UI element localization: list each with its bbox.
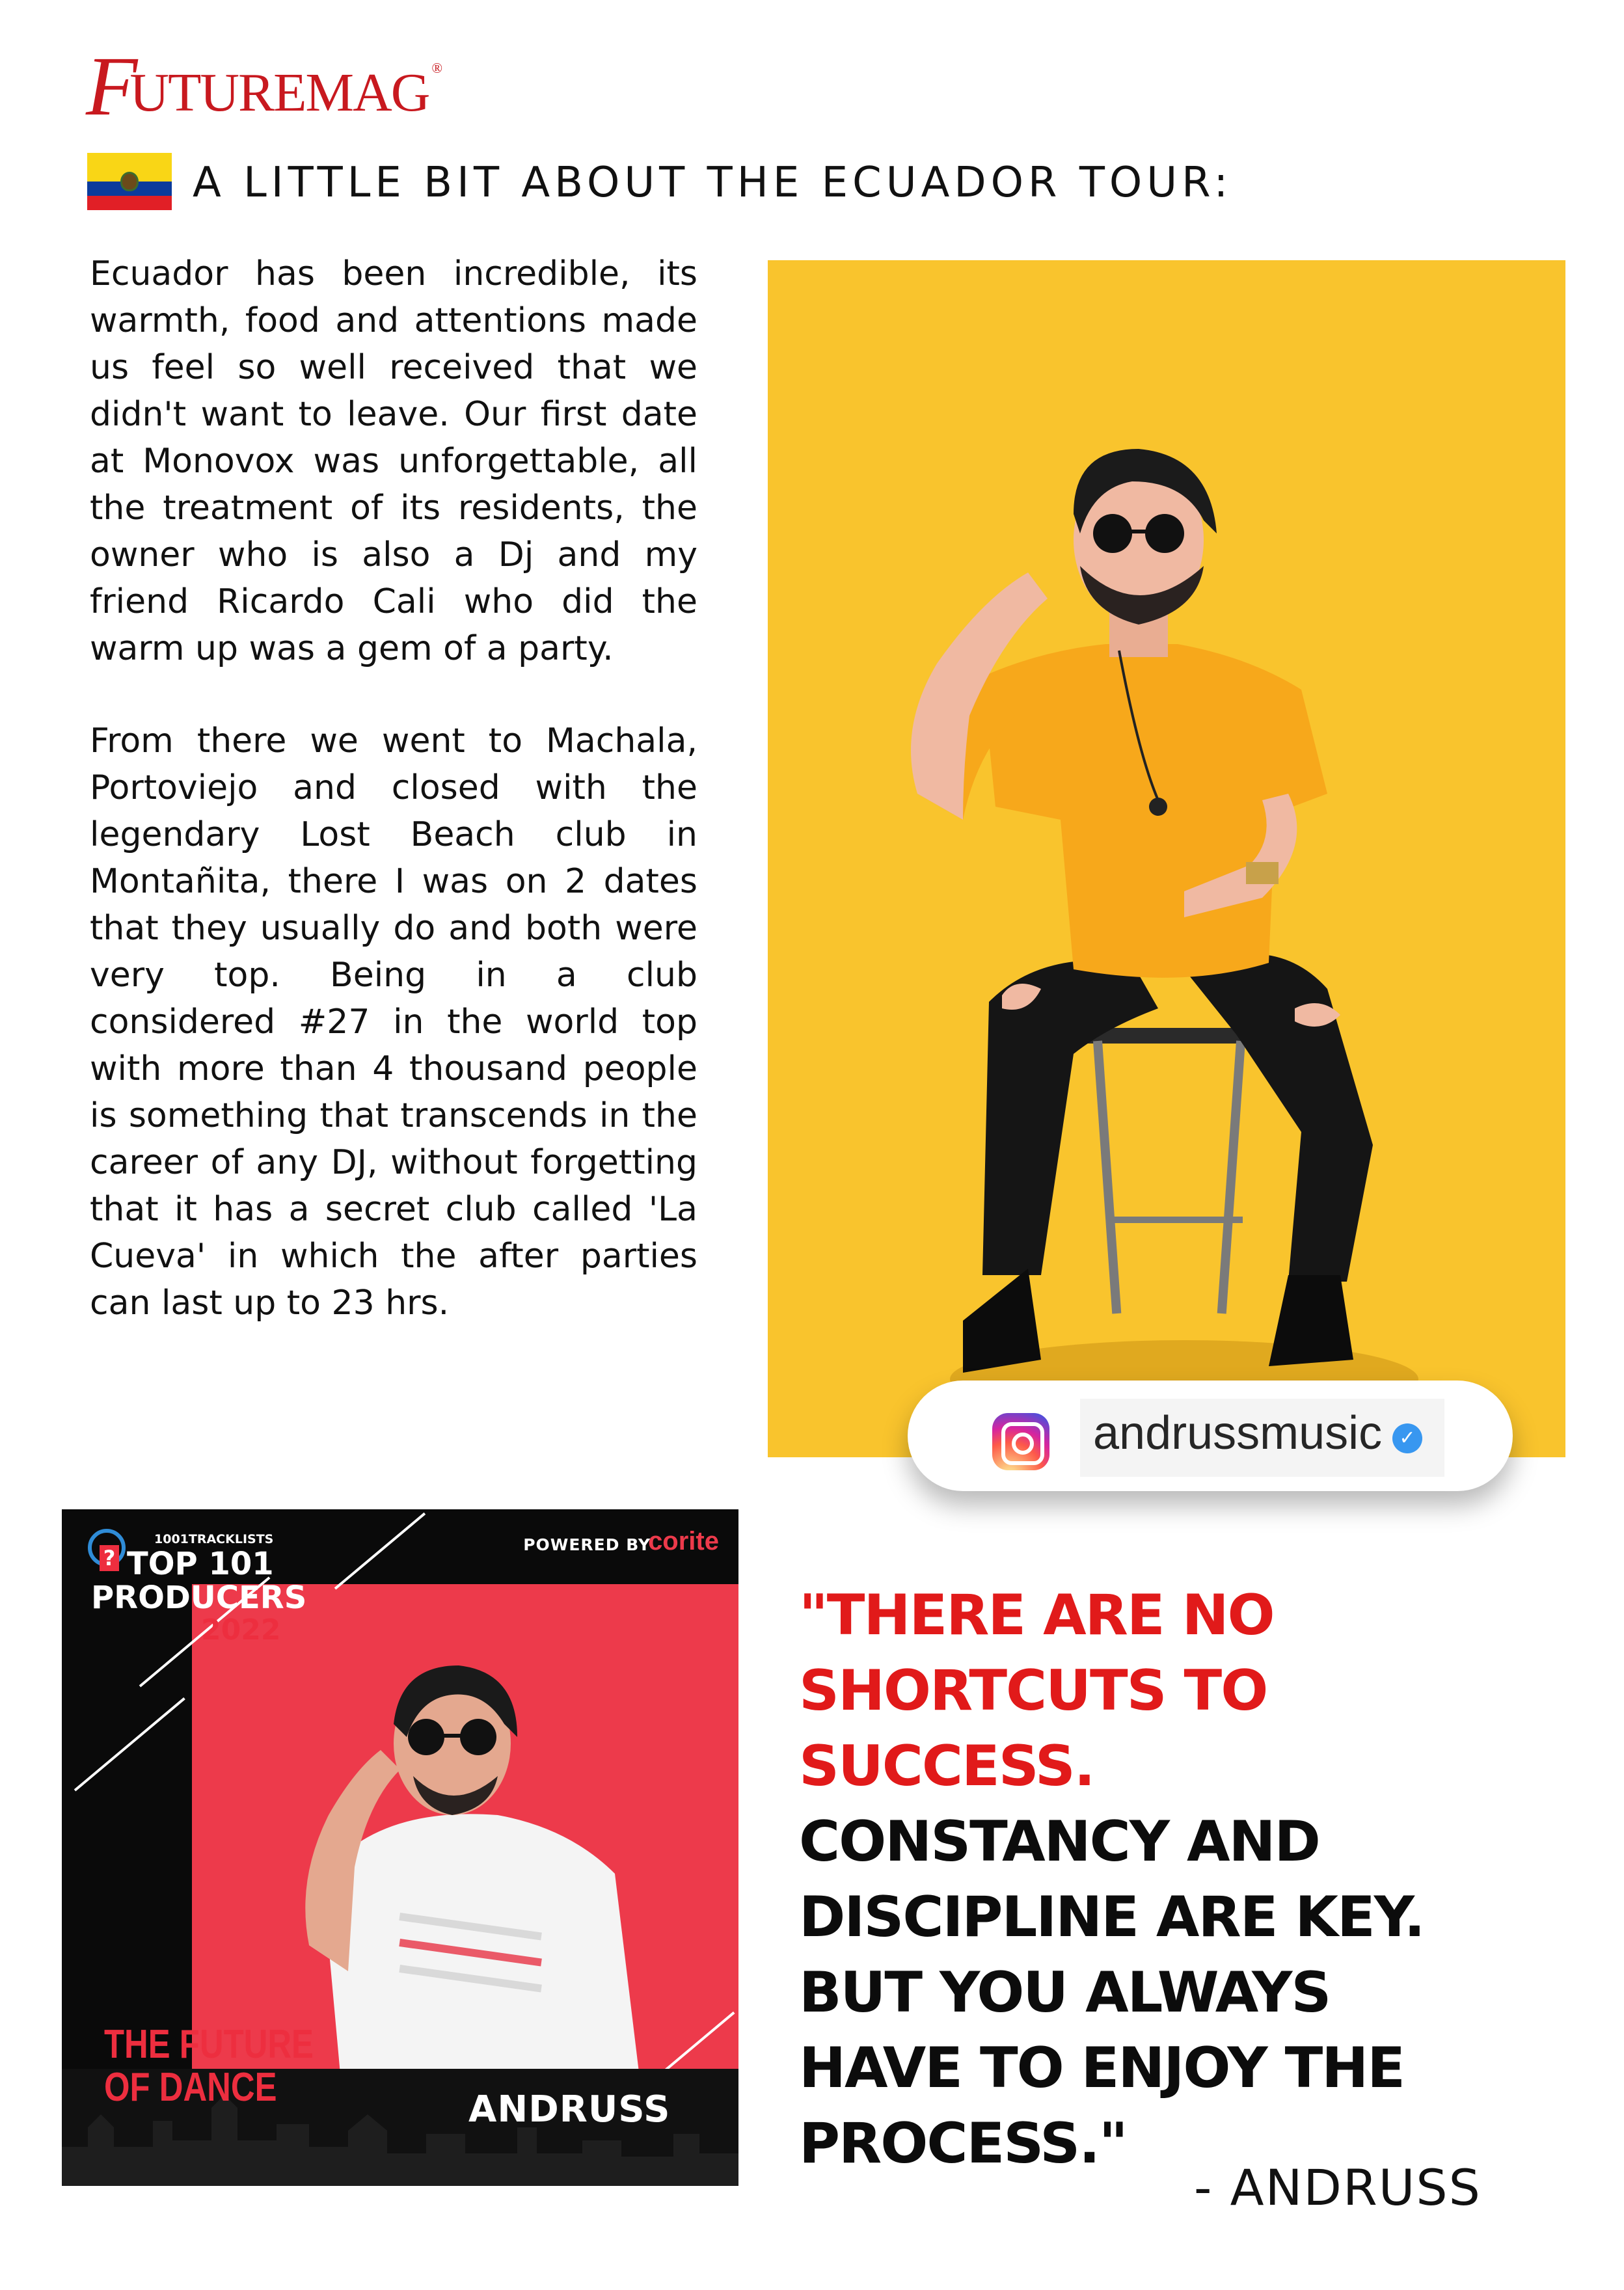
poster-powered-by: POWERED BY	[523, 1535, 651, 1554]
corite-logo: corite	[648, 1527, 719, 1556]
ecuador-flag-icon	[87, 153, 172, 210]
article-body	[90, 250, 697, 1372]
top101-producers-poster	[62, 1509, 738, 2186]
poster-producers: PRODUCERS	[91, 1580, 307, 1616]
poster-artist-name: ANDRUSS	[468, 2088, 671, 2131]
verified-badge-icon: ✓	[1392, 1423, 1422, 1453]
quote-attribution: - ANDRUSS	[1194, 2159, 1482, 2216]
instagram-icon	[992, 1413, 1049, 1470]
poster-top101: TOP 101	[127, 1546, 274, 1582]
section-title: A LITTLE BIT ABOUT THE ECUADOR TOUR:	[193, 159, 1233, 207]
poster-brand: 1001TRACKLISTS	[154, 1532, 274, 1546]
pull-quote-accent: "THERE ARE NO SHORTCUTS TO SUCCESS.	[799, 1583, 1274, 1799]
poster-artist-photo	[224, 1607, 693, 2088]
artist-photo	[768, 260, 1565, 1457]
pull-quote: CONSTANCY AND DISCIPLINE ARE KEY. BUT YOU ALWAYS HAVE TO ENJOY THE PROCESS."	[799, 1809, 1424, 2176]
futuremag-logo: FUTUREMAG ®	[86, 40, 442, 133]
poster-tagline: THE FUTURE OF DANCE	[104, 2022, 314, 2110]
article-paragraph: From there we went to Machala, Portoviejo and closed with the legendary Lost Beach club in Montañita, there I was on 2 dates that they usually do and both were very top. Being in a club considered #27 in the world top with more than 4 thousand people is something that transcends in the career of any DJ, without forgetting that it has a secret club called 'La Cueva' in which the after parties can last up to 23 hrs.	[90, 721, 697, 1323]
article-paragraph: Ecuador has been incredible, its warmth, food and attentions made us feel so well received that we didn't want to leave. Our first date at Monovox was unforgettable, all the treatment of its residents, the owner who is also a Dj and my friend Ricardo Cali who did the warm up was a gem of a party.	[90, 254, 697, 668]
question-mark-icon: ?	[100, 1545, 119, 1571]
instagram-handle-card[interactable]	[908, 1381, 1513, 1491]
poster-year: 2022	[201, 1613, 281, 1647]
instagram-handle[interactable]: andrussmusic	[1093, 1407, 1383, 1459]
